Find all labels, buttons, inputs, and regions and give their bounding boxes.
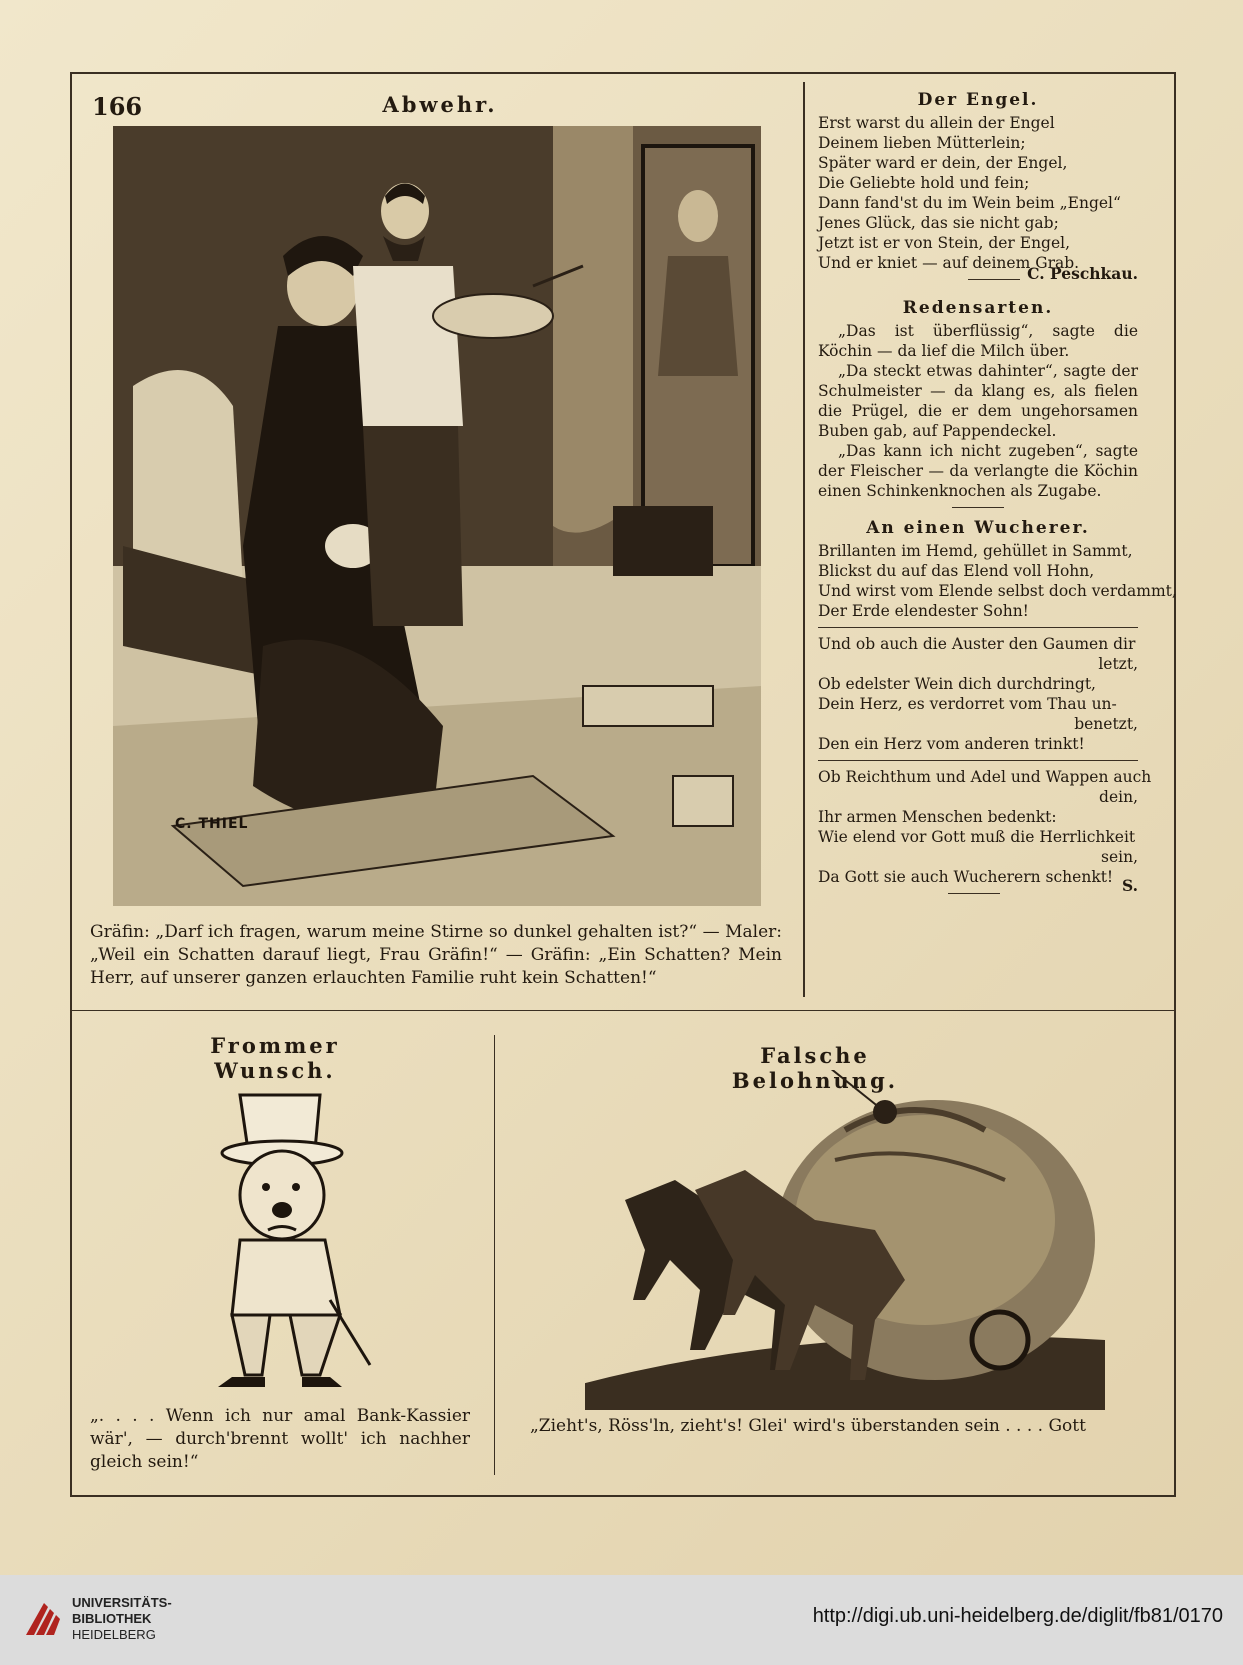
library-name-line1: UNIVERSITÄTS- xyxy=(72,1595,172,1610)
poem-line: Und ob auch die Auster den Gaumen dir xyxy=(818,635,1136,653)
poem-line: Die Geliebte hold und fein; xyxy=(818,174,1030,192)
wucherer-author: S. xyxy=(1121,876,1138,895)
frommer-title: Frommer Wunsch. xyxy=(210,1033,340,1083)
poem-line: Ob Reichthum und Adel und Wappen auch xyxy=(818,768,1152,786)
library-footer xyxy=(0,1575,1243,1665)
wucherer-stanza-3 xyxy=(818,767,1152,887)
poem-line: Und wirst vom Elende selbst doch verdammt, xyxy=(818,582,1177,600)
poem-line: Ihr armen Menschen bedenkt: xyxy=(818,808,1057,826)
artist-signature: C. THIEL xyxy=(175,816,249,832)
right-column xyxy=(818,90,1177,896)
poem-line: Blickst du auf das Elend voll Hohn, xyxy=(818,562,1095,580)
separator xyxy=(952,507,1004,508)
redensarten-paragraph: „Das kann ich nicht zugeben“, sagte der Fleischer — da verlangte die Köchin einen Schinkenknochen als Zugabe. xyxy=(818,442,1138,500)
stanza-rule xyxy=(818,627,1138,628)
library-name xyxy=(72,1595,172,1643)
poem-line: Jetzt ist er von Stein, der Engel, xyxy=(818,234,1071,252)
page-number: 166 xyxy=(92,92,143,121)
section-divider xyxy=(70,1010,1176,1011)
engel-title: Der Engel. xyxy=(917,90,1039,110)
frommer-caption: „. . . . Wenn ich nur amal Bank-Kassier wär', — durch'brennt wollt' ich nachher gleich sein!“ xyxy=(90,1406,470,1472)
library-logo-icon xyxy=(20,1595,68,1643)
poem-line: Dein Herz, es verdorret vom Thau un- xyxy=(818,695,1117,713)
falsche-title: Falsche Belohnung. xyxy=(731,1043,899,1093)
abwehr-illustration xyxy=(113,126,761,906)
poem-line: Und er kniet — auf deinem Grab. xyxy=(818,254,1080,272)
source-url[interactable]: http://digi.ub.uni-heidelberg.de/diglit/fb81/0170 xyxy=(812,1605,1223,1627)
poem-line: Wie elend vor Gott muß die Herrlichkeit xyxy=(818,828,1136,846)
falsche-illustration xyxy=(585,1070,1105,1410)
engel-poem xyxy=(818,113,1138,273)
poem-line: sein, xyxy=(1101,848,1138,866)
wucherer-stanza-1 xyxy=(818,541,1177,621)
poem-line: Deinem lieben Mütterlein; xyxy=(818,134,1026,152)
poem-line: benetzt, xyxy=(1074,715,1138,733)
abwehr-title: Abwehr. xyxy=(382,92,498,117)
poem-line: letzt, xyxy=(1098,655,1138,673)
stanza-rule xyxy=(818,760,1138,761)
redensarten-text xyxy=(818,321,1138,501)
poem-line: Der Erde elendester Sohn! xyxy=(818,602,1029,620)
library-name-line3: HEIDELBERG xyxy=(72,1627,156,1642)
poem-line: dein, xyxy=(1099,788,1138,806)
poem-line: Später ward er dein, der Engel, xyxy=(818,154,1068,172)
poem-line: Erst warst du allein der Engel xyxy=(818,114,1055,132)
frommer-illustration xyxy=(170,1065,390,1395)
engel-author: C. Peschkau. xyxy=(1027,264,1138,283)
library-name-line2: BIBLIOTHEK xyxy=(72,1611,152,1626)
redensarten-paragraph: „Das ist überflüssig“, sagte die Köchin — da lief die Milch über. xyxy=(818,322,1138,360)
poem-line: Den ein Herz vom anderen trinkt! xyxy=(818,735,1085,753)
bottom-divider xyxy=(494,1035,495,1475)
redensarten-paragraph: „Da steckt etwas dahinter“, sagte der Schulmeister — da klang es, als fielen die Prügel, die er dem ungehorsamen Buben gab, auf Pappendeckel. xyxy=(818,362,1138,440)
wucherer-title: An einen Wucherer. xyxy=(866,518,1090,538)
redensarten-title: Redensarten. xyxy=(902,298,1054,318)
column-divider xyxy=(803,82,805,997)
poem-line: Da Gott sie auch Wucherern schenkt! xyxy=(818,868,1114,886)
falsche-caption: „Zieht's, Röss'ln, zieht's! Glei' wird's überstanden sein . . . . Gott xyxy=(530,1416,1086,1436)
poem-line: Jenes Glück, das sie nicht gab; xyxy=(818,214,1059,232)
poem-line: Ob edelster Wein dich durchdringt, xyxy=(818,675,1096,693)
wucherer-stanza-2 xyxy=(818,634,1138,754)
poem-line: Brillanten im Hemd, gehüllet in Sammt, xyxy=(818,542,1133,560)
poem-line: Dann fand'st du im Wein beim „Engel“ xyxy=(818,194,1121,212)
abwehr-caption: Gräfin: „Darf ich fragen, warum meine Stirne so dunkel gehalten ist?“ — Maler: „Weil ein Schatten darauf liegt, Frau Gräfin!“ — Gräfin: „Ein Schatten? Mein Herr, auf unserer ganzen erlauchten Familie ruht kein Schatten!“ xyxy=(90,922,782,988)
